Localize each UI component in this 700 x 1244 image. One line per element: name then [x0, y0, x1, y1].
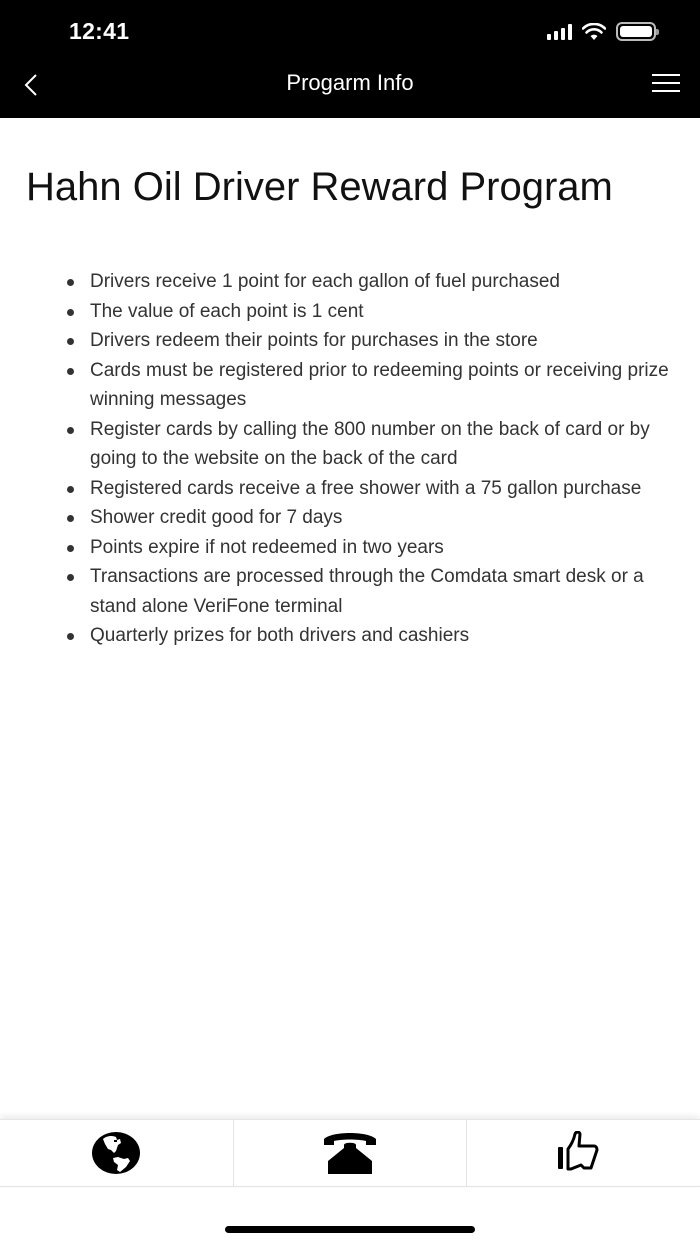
- list-item: Drivers redeem their points for purchases in the store: [90, 326, 670, 356]
- status-time: 12:41: [69, 18, 130, 44]
- tab-like[interactable]: [467, 1120, 700, 1186]
- wifi-icon: [582, 23, 606, 41]
- program-rules-list: [90, 267, 670, 651]
- app-header: [0, 0, 700, 118]
- list-item: Points expire if not redeemed in two years: [90, 533, 670, 563]
- page-title: Hahn Oil Driver Reward Program: [26, 165, 613, 209]
- list-item: Registered cards receive a free shower with a 75 gallon purchase: [90, 474, 670, 504]
- page-header-title: Progarm Info: [286, 70, 414, 95]
- list-item: The value of each point is 1 cent: [90, 297, 670, 327]
- battery-icon: [616, 22, 656, 41]
- home-indicator: [225, 1226, 475, 1233]
- list-item: Transactions are processed through the Comdata smart desk or a stand alone VeriFone terminal: [90, 562, 670, 621]
- nav-bar: [0, 62, 700, 118]
- menu-button[interactable]: [652, 72, 680, 94]
- tab-call[interactable]: [234, 1120, 468, 1186]
- hamburger-menu-icon: [652, 74, 680, 76]
- phone-icon: [322, 1131, 378, 1175]
- tab-website[interactable]: [0, 1120, 234, 1186]
- bottom-tab-bar: [0, 1119, 700, 1187]
- list-item: Cards must be registered prior to redeeming points or receiving prize winning messages: [90, 356, 670, 415]
- thumbs-up-icon: [556, 1131, 612, 1175]
- status-bar: [0, 0, 700, 62]
- globe-icon: [90, 1131, 142, 1175]
- list-item: Quarterly prizes for both drivers and cashiers: [90, 621, 670, 651]
- status-icons: [547, 22, 656, 41]
- list-item: Register cards by calling the 800 number on the back of card or by going to the website on the back of the card: [90, 415, 670, 474]
- list-item: Shower credit good for 7 days: [90, 503, 670, 533]
- list-item: Drivers receive 1 point for each gallon of fuel purchased: [90, 267, 670, 297]
- cellular-signal-icon: [547, 24, 572, 40]
